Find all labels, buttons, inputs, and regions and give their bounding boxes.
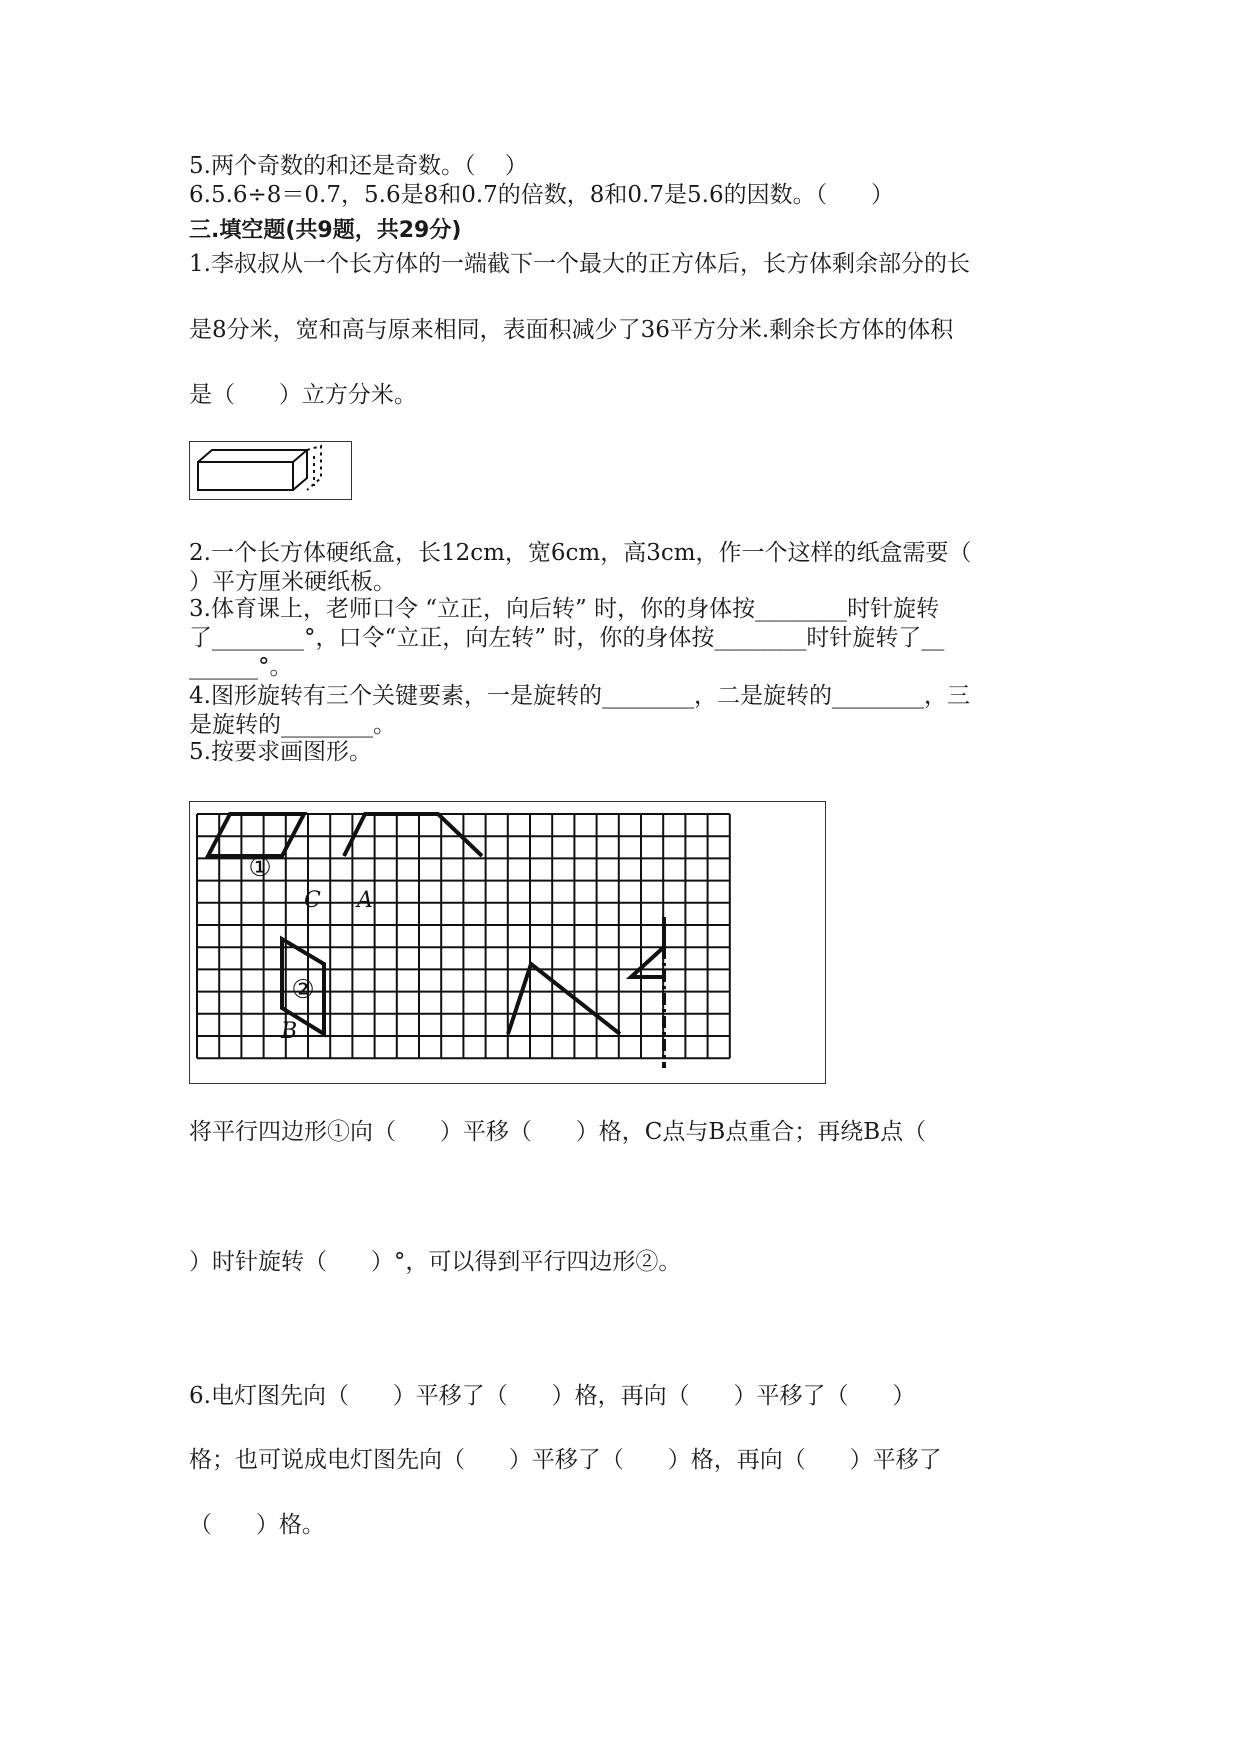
q4-line2: 是旋转的________。 <box>189 712 396 738</box>
q2-line1: 2.一个长方体硬纸盒，长12cm，宽6cm，高3cm，作一个这样的纸盒需要（ <box>189 540 972 566</box>
q3-line3: ______°。 <box>189 654 293 680</box>
q1-line2: 是8分米，宽和高与原来相同，表面积减少了36平方分米.剩余长方体的体积 <box>189 317 954 343</box>
q4-line1: 4.图形旋转有三个关键要素，一是旋转的________，二是旋转的________，三 <box>189 683 970 709</box>
cuboid-drawing <box>190 442 351 499</box>
label-b: B <box>281 1019 298 1044</box>
section-heading: 三.填空题(共9题，共29分) <box>189 218 462 243</box>
label-c: C <box>304 888 321 913</box>
triangle-shape <box>508 964 620 1034</box>
trapezoid-shape <box>344 814 482 856</box>
q1-line3: 是（ ）立方分米。 <box>189 382 417 408</box>
cuboid-figure <box>189 441 352 500</box>
grid-drawing <box>190 802 825 1083</box>
grid-figure <box>189 801 826 1084</box>
label-shape-1: ① <box>248 853 272 883</box>
q5-line1: 5.按要求画图形。 <box>189 739 372 765</box>
q6-line1: 6.电灯图先向（ ）平移了（ ）格，再向（ ）平移了（ ） <box>189 1383 916 1409</box>
judge-q5: 5.两个奇数的和还是奇数。（ ） <box>189 153 528 179</box>
q1-line1: 1.李叔叔从一个长方体的一端截下一个最大的正方体后，长方体剩余部分的长 <box>189 251 970 277</box>
judge-q6: 6.5.6÷8＝0.7，5.6是8和0.7的倍数，8和0.7是5.6的因数。（ ） <box>189 182 894 208</box>
label-a: A <box>357 888 373 913</box>
q3-line1: 3.体育课上，老师口令 “立正，向后转” 时，你的身体按________时针旋转 <box>189 596 940 622</box>
label-shape-2: ② <box>291 975 315 1005</box>
q2-line2: ）平方厘米硬纸板。 <box>189 569 396 595</box>
parallelogram-1 <box>208 814 304 856</box>
q3-line2: 了________°，口令“立正，向左转” 时，你的身体按________时针旋转了__ <box>189 625 945 651</box>
q5-line2: 将平行四边形①向（ ）平移（ ）格，C点与B点重合；再绕B点（ <box>189 1119 927 1145</box>
q6-line3: （ ）格。 <box>189 1512 325 1538</box>
q6-line2: 格；也可说成电灯图先向（ ）平移了（ ）格，再向（ ）平移了 <box>189 1447 942 1473</box>
q5-line3: ）时针旋转（ ）°，可以得到平行四边形②。 <box>189 1249 682 1275</box>
